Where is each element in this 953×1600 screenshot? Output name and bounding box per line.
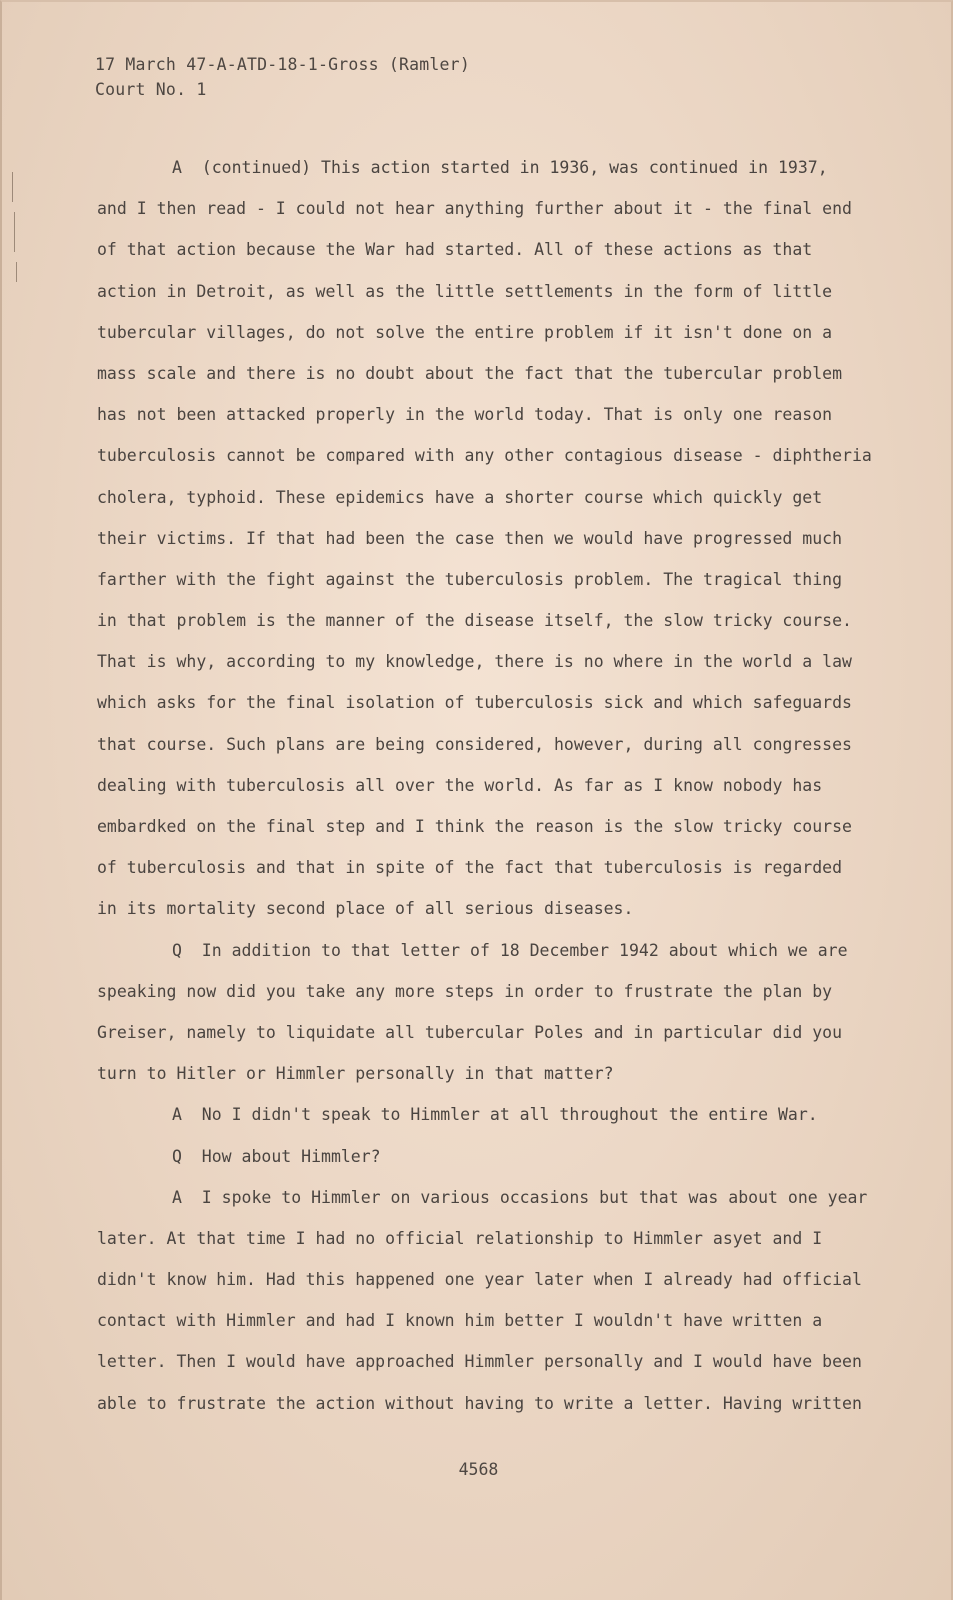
transcript-line: dealing with tuberculosis all over the world. As far as I know nobody has (97, 775, 823, 795)
transcript-line: Greiser, namely to liquidate all tubercular Poles and in particular did you (97, 1022, 843, 1042)
transcript-line: later. At that time I had no official relationship to Himmler asyet and I (97, 1228, 823, 1248)
transcript-line: contact with Himmler and had I known him better I wouldn't have written a (97, 1311, 823, 1331)
transcript-line: A No I didn't speak to Himmler at all throughout the entire War. (172, 1105, 818, 1125)
transcript-line: A I spoke to Himmler on various occasions but that was about one year (172, 1187, 868, 1207)
transcript-line: in that problem is the manner of the disease itself, the slow tricky course. (97, 611, 852, 631)
transcript-line: speaking now did you take any more steps in order to frustrate the plan by (97, 981, 833, 1001)
transcript-line: turn to Hitler or Himmler personally in that matter? (97, 1064, 614, 1084)
transcript-line: A (continued) This action started in 1936, was continued in 1937, (172, 158, 828, 177)
transcript-body (97, 147, 887, 1424)
transcript-line: farther with the fight against the tuberculosis problem. The tragical thing (97, 569, 843, 589)
transcript-line: tuberculosis cannot be compared with any other contagious disease - diphtheria (97, 446, 872, 466)
transcript-line: that course. Such plans are being considered, however, during all congresses (97, 734, 852, 754)
binding-marks (8, 172, 22, 282)
page-number: 4568 (458, 1460, 499, 1479)
transcript-line: That is why, according to my knowledge, there is no where in the world a law (97, 652, 852, 672)
transcript-line: embardked on the final step and I think the reason is the slow tricky course (97, 817, 852, 836)
transcript-line: mass scale and there is no doubt about the fact that the tubercular problem (97, 363, 843, 383)
transcript-line: their victims. If that had been the case then we would have progressed much (97, 528, 843, 548)
transcript-line: Q In addition to that letter of 18 December 1942 about which we are (172, 940, 848, 960)
transcript-line: of tuberculosis and that in spite of the fact that tuberculosis is regarded (97, 858, 843, 878)
transcript-line: of that action because the War had started. All of these actions as that (97, 240, 813, 260)
transcript-line: cholera, typhoid. These epidemics have a shorter course which quickly get (97, 487, 823, 507)
transcript-line: has not been attacked properly in the world today. That is only one reason (97, 405, 833, 425)
transcript-line: Q How about Himmler? (172, 1146, 381, 1166)
header-court-number: Court No. 1 (95, 80, 207, 99)
transcript-line: able to frustrate the action without having to write a letter. Having written (97, 1393, 862, 1413)
transcript-line: action in Detroit, as well as the little settlements in the form of little (97, 281, 833, 301)
transcript-line: in its mortality second place of all serious diseases. (97, 899, 634, 919)
transcript-line: which asks for the final isolation of tuberculosis sick and which safeguards (97, 693, 852, 713)
transcript-line: didn't know him. Had this happened one year later when I already had official (97, 1270, 862, 1290)
transcript-line: letter. Then I would have approached Himmler personally and I would have been (97, 1352, 862, 1372)
transcript-line: and I then read - I could not hear anything further about it - the final end (97, 199, 852, 219)
transcript-line: tubercular villages, do not solve the entire problem if it isn't done on a (97, 322, 833, 342)
document-header (95, 52, 470, 102)
header-case-reference: 17 March 47-A-ATD-18-1-Gross (Ramler) (95, 55, 470, 74)
